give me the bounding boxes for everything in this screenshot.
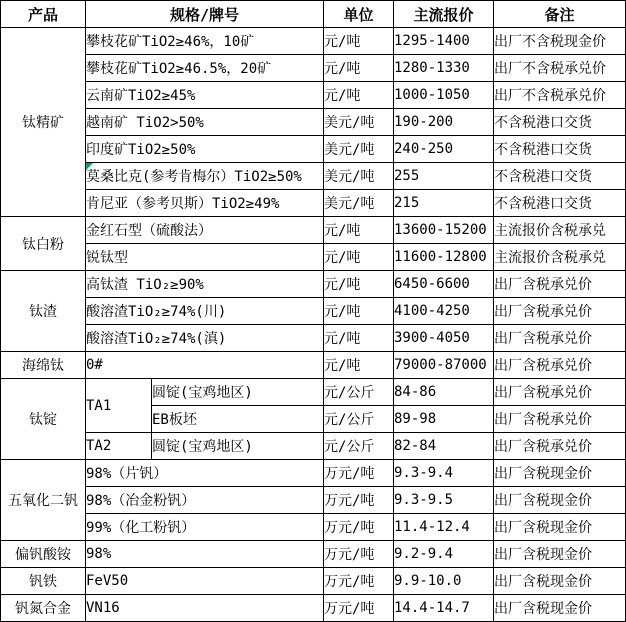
note-cell: 不含税港口交货 [494,109,626,136]
table-row [1,136,626,163]
note-cell: 不含税港口交货 [494,163,626,190]
table-row [1,271,626,298]
product-cell-titanium-concentrate: 钛精矿 [1,28,86,217]
unit-cell: 万元/吨 [324,514,394,541]
product-cell-titanium-slag: 钛渣 [1,271,86,352]
unit-cell: 美元/吨 [324,163,394,190]
price-cell: 9.3-9.4 [394,460,494,487]
note-cell: 出厂不含税现金价 [494,28,626,55]
note-cell: 主流报价含税承兑 [494,217,626,244]
column-header-spec: 规格/牌号 [86,1,324,28]
price-cell: 13600-15200 [394,217,494,244]
unit-cell: 美元/吨 [324,109,394,136]
note-cell: 出厂含税承兑价 [494,271,626,298]
unit-cell: 元/吨 [324,325,394,352]
note-cell: 出厂含税现金价 [494,568,626,595]
grade-cell: TA2 [86,433,152,460]
table-row [1,460,626,487]
table-row [1,190,626,217]
product-cell-titanium-ingot: 钛锭 [1,379,86,460]
price-cell: 6450-6600 [394,271,494,298]
table-row [1,55,626,82]
spec-cell: 金红石型（硫酸法） [86,217,324,244]
column-header-price: 主流报价 [394,1,494,28]
note-cell: 出厂不含税承兑价 [494,55,626,82]
table-row [1,352,626,379]
spec-cell: VN16 [86,595,324,622]
table-row [1,217,626,244]
table-row [1,298,626,325]
unit-cell: 元/吨 [324,244,394,271]
product-cell-sponge-titanium: 海绵钛 [1,352,86,379]
spec-cell: 攀枝花矿TiO2≥46.5%，20矿 [86,55,324,82]
grade-cell: TA1 [86,379,152,433]
spec-cell: 98%（片钒） [86,460,324,487]
spec-cell: 肯尼亚（参考贝斯）TiO2≥49% [86,190,324,217]
unit-cell: 元/吨 [324,28,394,55]
note-cell: 出厂含税承兑价 [494,433,626,460]
table-row [1,244,626,271]
spec-cell: 攀枝花矿TiO2≥46%，10矿 [86,28,324,55]
spec-cell: 98%（冶金粉钒） [86,487,324,514]
note-cell: 不含税港口交货 [494,190,626,217]
spec-cell: 高钛渣 TiO₂≥90% [86,271,324,298]
price-cell: 190-200 [394,109,494,136]
table-row [1,379,626,406]
note-cell: 出厂含税现金价 [494,487,626,514]
unit-cell: 元/吨 [324,271,394,298]
column-header-note: 备注 [494,1,626,28]
comment-indicator-icon [86,163,93,170]
spec-cell: 99%（化工粉钒） [86,514,324,541]
note-cell: 不含税港口交货 [494,136,626,163]
unit-cell: 万元/吨 [324,568,394,595]
table-row [1,433,626,460]
table-row [1,568,626,595]
unit-cell: 元/吨 [324,82,394,109]
note-cell: 出厂含税现金价 [494,514,626,541]
table-row [1,28,626,55]
unit-cell: 美元/吨 [324,136,394,163]
spec-cell-mozambique [86,163,324,190]
type-cell: 圆锭(宝鸡地区) [152,379,324,406]
header-row [1,1,626,28]
spec-cell: 印度矿TiO2≥50% [86,136,324,163]
price-cell: 4100-4250 [394,298,494,325]
price-cell: 11600-12800 [394,244,494,271]
price-cell: 255 [394,163,494,190]
product-cell-vanadium-nitrogen-alloy: 钒氮合金 [1,595,86,622]
price-cell: 89-98 [394,406,494,433]
note-cell: 出厂含税承兑价 [494,298,626,325]
product-cell-ammonium-metavanadate: 偏钒酸铵 [1,541,86,568]
unit-cell: 万元/吨 [324,487,394,514]
price-cell: 215 [394,190,494,217]
note-cell: 出厂含税承兑价 [494,325,626,352]
table-row [1,325,626,352]
column-header-unit: 单位 [324,1,394,28]
price-cell: 9.9-10.0 [394,568,494,595]
unit-cell: 美元/吨 [324,190,394,217]
note-cell: 出厂含税承兑价 [494,352,626,379]
price-cell: 79000-87000 [394,352,494,379]
price-cell: 1295-1400 [394,28,494,55]
unit-cell: 万元/吨 [324,595,394,622]
note-cell: 出厂不含税承兑价 [494,82,626,109]
table-row [1,514,626,541]
product-cell-vanadium-pentoxide: 五氧化二钒 [1,460,86,541]
type-cell: 圆锭(宝鸡地区) [152,433,324,460]
spec-cell: 云南矿TiO2≥45% [86,82,324,109]
product-cell-titanium-dioxide: 钛白粉 [1,217,86,271]
price-cell: 84-86 [394,379,494,406]
product-cell-ferrovanadium: 钒铁 [1,568,86,595]
table-row [1,109,626,136]
table-row [1,541,626,568]
note-cell: 出厂含税现金价 [494,595,626,622]
note-cell: 主流报价含税承兑 [494,244,626,271]
price-cell: 9.3-9.5 [394,487,494,514]
spec-text: 莫桑比克(参考肯梅尔）TiO2≥50% [86,169,302,185]
note-cell: 出厂含税承兑价 [494,379,626,406]
spec-cell: 越南矿 TiO2>50% [86,109,324,136]
spec-cell: FeV50 [86,568,324,595]
note-cell: 出厂含税现金价 [494,460,626,487]
spec-cell: 锐钛型 [86,244,324,271]
table-row [1,163,626,190]
unit-cell: 元/公斤 [324,379,394,406]
unit-cell: 元/公斤 [324,433,394,460]
unit-cell: 万元/吨 [324,460,394,487]
table-row [1,595,626,622]
unit-cell: 元/吨 [324,217,394,244]
price-cell: 82-84 [394,433,494,460]
table-row [1,487,626,514]
price-cell: 11.4-12.4 [394,514,494,541]
column-header-product: 产品 [1,1,86,28]
price-cell: 14.4-14.7 [394,595,494,622]
spec-cell: 酸溶渣TiO₂≥74%(滇) [86,325,324,352]
unit-cell: 元/吨 [324,298,394,325]
price-cell: 240-250 [394,136,494,163]
note-cell: 出厂含税承兑价 [494,406,626,433]
unit-cell: 元/吨 [324,352,394,379]
unit-cell: 元/吨 [324,55,394,82]
unit-cell: 元/公斤 [324,406,394,433]
price-cell: 9.2-9.4 [394,541,494,568]
table-row [1,82,626,109]
spec-cell: 0# [86,352,324,379]
price-cell: 1000-1050 [394,82,494,109]
unit-cell: 万元/吨 [324,541,394,568]
note-cell: 出厂含税现金价 [494,541,626,568]
type-cell: EB板坯 [152,406,324,433]
spec-cell: 98% [86,541,324,568]
spec-cell: 酸溶渣TiO₂≥74%(川) [86,298,324,325]
price-cell: 3900-4050 [394,325,494,352]
price-cell: 1280-1330 [394,55,494,82]
